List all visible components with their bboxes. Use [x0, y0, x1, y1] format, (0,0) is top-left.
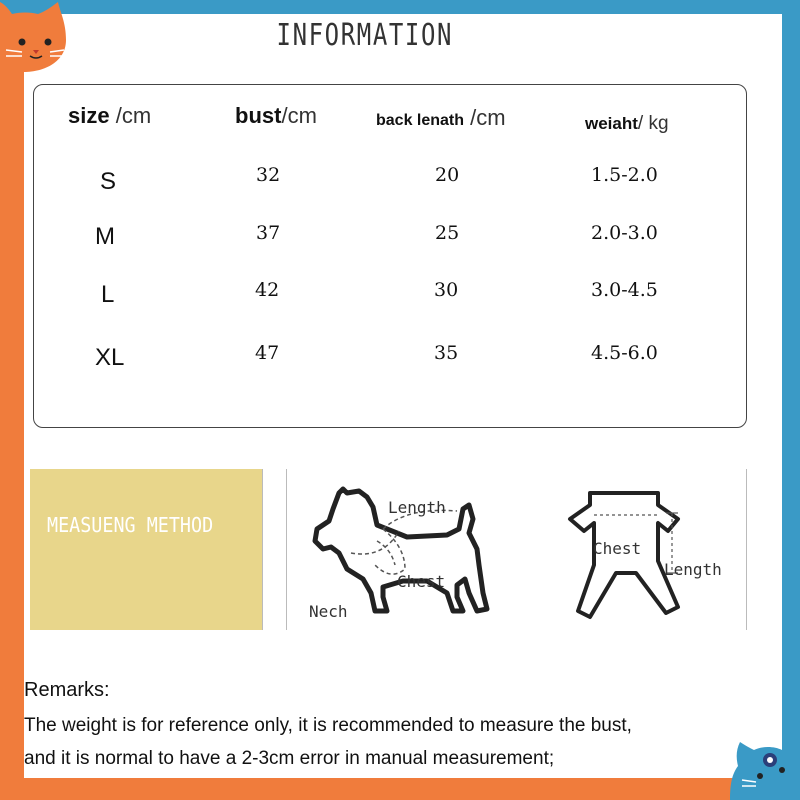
row-m-back-length: 25 [435, 222, 460, 244]
remarks-line-2: and it is normal to have a 2-3cm error in manual measurement; [24, 748, 555, 769]
header-bust-label: bust [235, 103, 282, 128]
header-size-label: size [68, 103, 110, 128]
row-l-weight: 3.0-4.5 [591, 279, 658, 301]
remarks-line-1: The weight is for reference only, it is recommended to measure the bust, [24, 715, 632, 736]
border-top [0, 0, 800, 14]
row-xl-weight: 4.5-6.0 [591, 342, 658, 364]
row-l-back-length: 30 [434, 279, 459, 301]
measuring-method-label: MEASUENG METHOD [47, 513, 214, 537]
dog-length-label: Length [388, 498, 446, 517]
row-s-back-length: 20 [435, 164, 460, 186]
row-s-size: S [100, 168, 117, 195]
header-back-length-unit: /cm [470, 105, 506, 130]
header-back-length [376, 105, 506, 131]
row-s-weight: 1.5-2.0 [591, 164, 658, 186]
header-size-unit: /cm [115, 103, 152, 128]
dog-neck-label: Nech [309, 602, 348, 621]
dog-chest-label: Chest [397, 572, 446, 591]
row-m-bust: 37 [256, 222, 281, 244]
row-xl-back-length: 35 [434, 342, 459, 364]
row-s-bust: 32 [256, 164, 281, 186]
remarks-title: Remarks: [24, 679, 110, 701]
orange-cat-icon [0, 0, 72, 80]
header-bust [235, 103, 317, 129]
header-weight [585, 109, 669, 135]
row-xl-bust: 47 [255, 342, 280, 364]
size-table [33, 84, 747, 428]
row-xl-size: XL [95, 344, 125, 371]
page-title: INFORMATION [276, 18, 454, 53]
row-m-size: M [95, 223, 115, 250]
header-bust-unit: /cm [281, 103, 317, 128]
border-right [782, 0, 800, 800]
row-m-weight: 2.0-3.0 [591, 222, 658, 244]
header-weight-unit: / kg [637, 113, 669, 134]
garment-length-label: Length [664, 560, 722, 579]
garment-chest-label: Chest [593, 539, 642, 558]
header-back-length-label: back lenath [376, 112, 465, 129]
row-l-bust: 42 [255, 279, 280, 301]
row-l-size: L [101, 281, 115, 308]
blue-cat-icon [730, 724, 800, 800]
header-size [68, 103, 151, 129]
border-left [0, 0, 24, 800]
border-bottom [0, 778, 800, 800]
measuring-method-box [30, 469, 262, 630]
garment-diagram-panel [508, 469, 747, 630]
dog-diagram-panel [286, 469, 507, 630]
header-weight-label: weiaht [585, 114, 638, 133]
